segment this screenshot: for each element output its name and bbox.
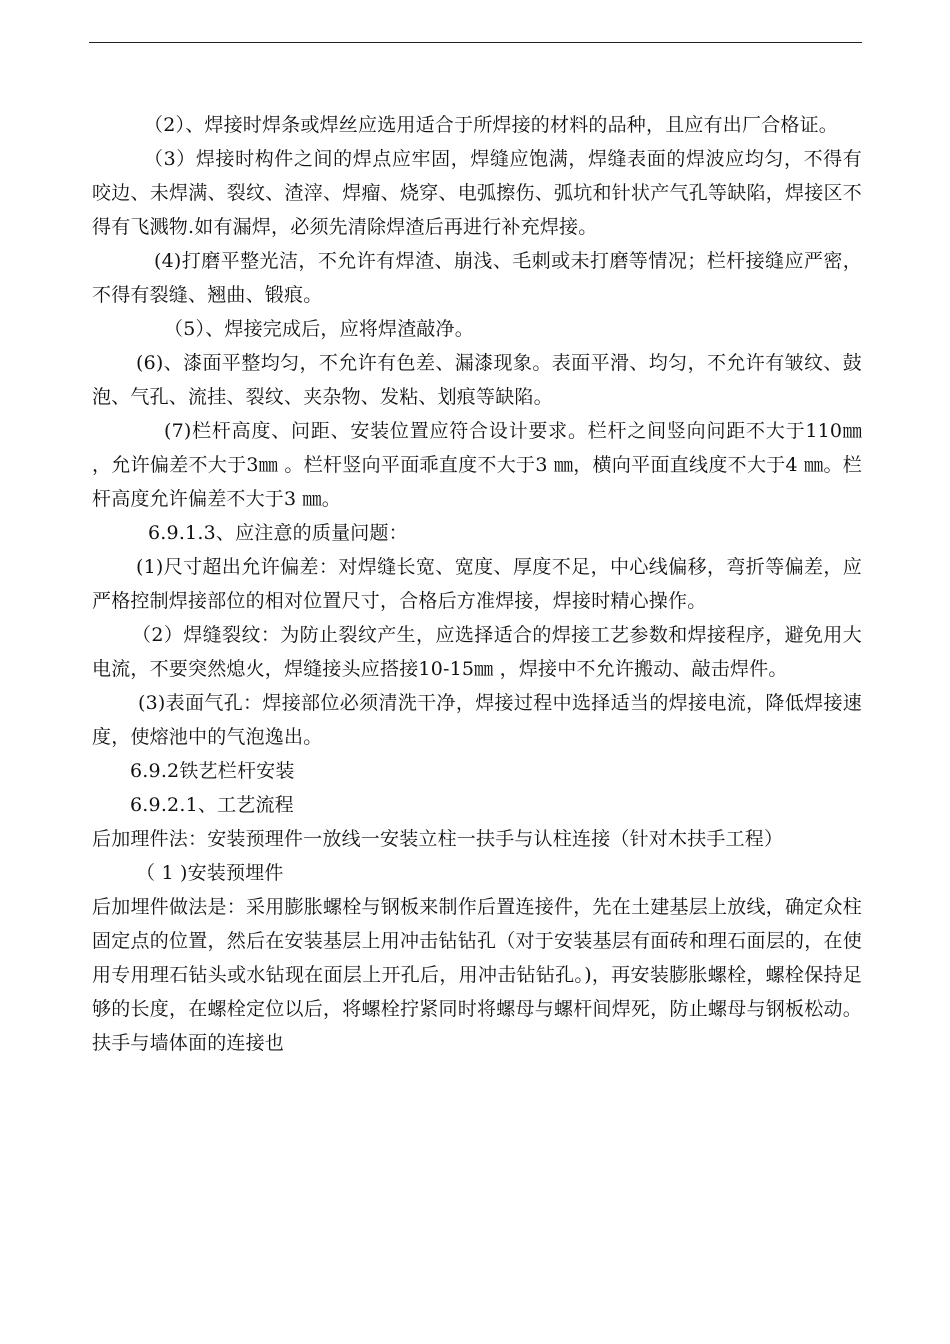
- paragraph-grinding: (4)打磨平整光洁，不允许有焊渣、崩浅、毛刺或未打磨等情况；栏杆接缝应严密，不得有裂缝、翘曲、锻痕。: [92, 250, 862, 306]
- section-heading-install-embedded: （ 1 )安装预埋件: [136, 862, 284, 884]
- paragraph-railing-dimensions: (7)栏杆高度、问距、安装位置应符合设计要求。栏杆之间竖向问距不大于110㎜ ，允许偏差不大于3㎜ 。栏杆竖向平面乖直度不大于3 ㎜，横向平面直线度不大于4 ㎜。栏杆高度允许偏差不大于3 ㎜。: [92, 420, 862, 510]
- paragraph-weld-cracks: （2）焊缝裂纹：为防止裂纹产生，应选择适合的焊接工艺参数和焊接程序，避免用大电流，不要突然熄火，焊缝接头应搭接10-15㎜ ，焊接中不允许搬动、敲击焊件。: [92, 624, 862, 680]
- paragraph-slag-cleaning: （5）、焊接完成后，应将焊渣敲净。: [164, 318, 474, 340]
- paragraph-welding-material: （2）、焊接时焊条或焊丝应选用适合于所焊接的材料的品种，且应有出厂合格证。: [144, 114, 838, 136]
- paragraph-surface-pores: (3)表面气孔：焊接部位必须清洗干净，焊接过程中选择适当的焊接电流，降低焊接速度，使熔池中的气泡逸出。: [92, 692, 862, 748]
- paragraph-paint-surface: (6)、漆面平整均匀，不允许有色差、漏漆现象。表面平滑、均匀，不允许有皱纹、鼓泡、气孔、流挂、裂纹、夹杂物、发粘、划痕等缺陷。: [92, 352, 862, 408]
- paragraph-embedded-procedure: 后加埋件做法是：采用膨胀螺栓与钢板来制作后置连接件，先在土建基层上放线，确定众柱固定点的位置，然后在安装基层上用冲击钻钻孔（对于安装基层有面砖和理石面层的，在使用专用理石钻头或水钻现在面层上开孔后，用冲击钻钻孔。)，再安装膨胀螺栓，螺栓保持足够的长度，在螺栓定位以后，将螺栓拧紧同时将螺母与螺杆间焊死，防止螺母与钢板松动。扶手与墙体面的连接也: [92, 896, 862, 1054]
- paragraph-post-embed-method: 后加理件法：安装预理件一放线一安装立柱一扶手与认柱连接（针对木扶手工程）: [92, 828, 784, 850]
- paragraph-size-deviation: (1)尺寸超出允许偏差：对焊缝长宽、宽度、厚度不足，中心线偏移，弯折等偏差，应严格控制焊接部位的相对位置尺寸，合格后方准焊接，焊接时精心操作。: [92, 556, 862, 612]
- section-heading-iron-railing: 6.9.2铁艺栏杆安装: [130, 760, 295, 782]
- section-heading-process-flow: 6.9.2.1、工艺流程: [130, 794, 294, 816]
- document-body: [92, 108, 862, 1060]
- section-heading-quality-issues: 6.9.1.3、应注意的质量问题：: [148, 522, 408, 544]
- header-rule: [89, 42, 862, 43]
- paragraph-weld-quality: （3）焊接时构件之间的焊点应牢固，焊缝应饱满，焊缝表面的焊波应均匀，不得有咬边、未焊满、裂纹、渣滓、焊瘤、烧穿、电弧擦伤、弧坑和针状产气孔等缺陷，焊接区不得有飞溅物.如有漏焊，必须先清除焊渣后再进行补充焊接。: [92, 148, 862, 238]
